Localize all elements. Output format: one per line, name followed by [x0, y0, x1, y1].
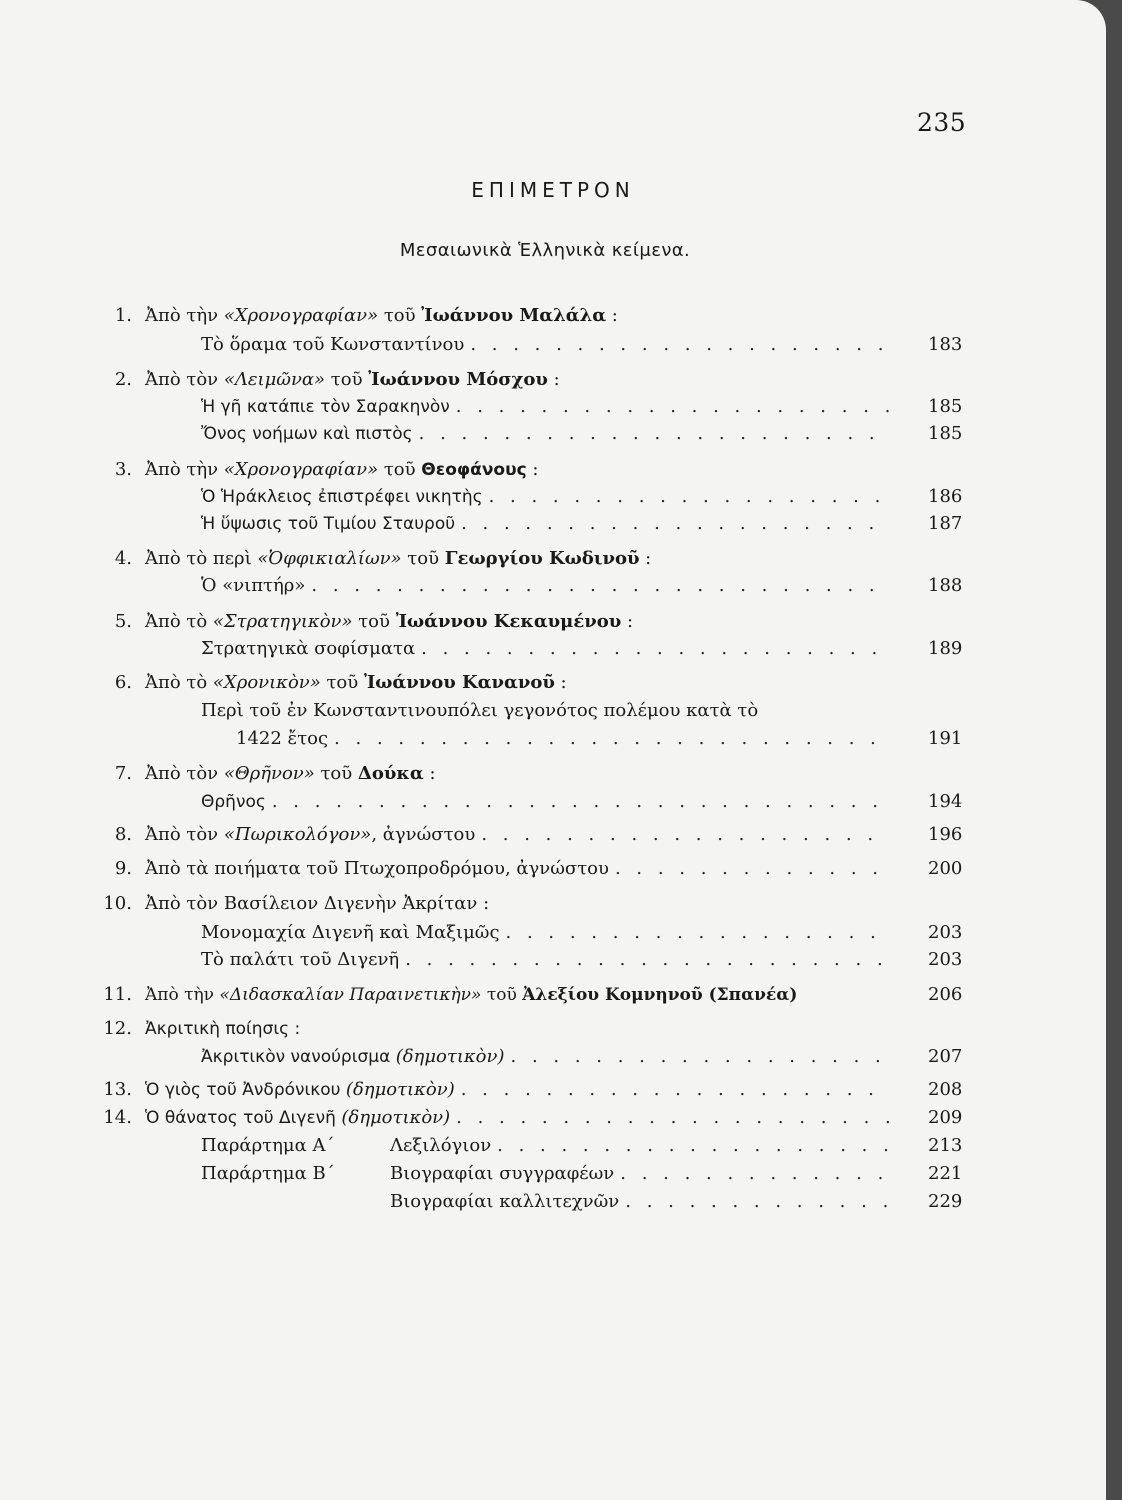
- section-connector: τοῦ: [320, 672, 364, 693]
- dot-leader: [615, 856, 890, 882]
- section-connector: τοῦ: [481, 985, 523, 1005]
- section-connector: τοῦ: [352, 611, 396, 632]
- section-connector: τοῦ: [378, 305, 422, 326]
- entry-page: 185: [928, 423, 963, 444]
- entry-page: 185: [928, 396, 963, 417]
- work-title: «Θρῆνον»: [223, 763, 315, 784]
- dot-leader: [506, 920, 890, 946]
- entry-page: 188: [928, 575, 963, 596]
- toc-entry[interactable]: [0, 421, 1106, 447]
- section-connector: τοῦ: [325, 369, 369, 390]
- section-intro: Ἀπὸ τὴν: [145, 459, 224, 480]
- section-intro: Ἀπὸ τὸν: [145, 824, 224, 845]
- entry-title: Λεξιλόγιον: [390, 1135, 492, 1156]
- toc-section-header: [0, 609, 1106, 635]
- entry-title: Στρατηγικὰ σοφίσματα: [201, 638, 416, 659]
- entry-page: 187: [928, 513, 963, 534]
- toc-section-header: [0, 891, 1106, 917]
- entry-title: Ἀπὸ τὰ ποιήματα τοῦ Πτωχοπροδρόμου, ἀγνώστου: [145, 858, 609, 879]
- work-title: «Χρονικὸν»: [212, 672, 321, 693]
- toc-section-header: [0, 670, 1106, 696]
- toc-entry[interactable]: [0, 726, 1106, 752]
- toc-entry[interactable]: [0, 789, 1106, 815]
- section-intro: Ἀπὸ τὸ περὶ: [145, 548, 258, 569]
- toc-entry[interactable]: [0, 484, 1106, 510]
- dot-leader: [625, 1189, 890, 1215]
- entry-page: 203: [928, 949, 963, 970]
- author-name: Γεωργίου Κωδινοῦ: [444, 548, 640, 569]
- section-colon: :: [554, 672, 567, 693]
- page-subtitle: Μεσαιωνικὰ Ἑλληνικὰ κείμενα.: [399, 240, 691, 261]
- dot-leader: [620, 1161, 890, 1187]
- work-title: «Χρονογραφίαν»: [223, 459, 379, 480]
- entry-page: 191: [928, 728, 963, 749]
- author-name: Ἰωάννου Κεκαυμένου: [395, 611, 622, 632]
- entry-title: Ἡ ὕψωσις τοῦ Τιμίου Σταυροῦ: [201, 514, 456, 534]
- section-number: 14.: [103, 1107, 132, 1128]
- entry-title: Βιογραφίαι συγγραφέων: [390, 1163, 615, 1184]
- section-number: 12.: [103, 1018, 132, 1039]
- section-intro: Ἀπὸ τὴν: [145, 305, 224, 326]
- section-intro: Ἀπὸ τὸν: [145, 369, 224, 390]
- section-colon: :: [606, 305, 618, 326]
- work-title: «Στρατηγικὸν»: [212, 611, 353, 632]
- dot-leader: [311, 573, 890, 599]
- author-name: Δούκα: [357, 763, 424, 784]
- work-title: «Λειμῶνα»: [223, 369, 326, 390]
- section-number: 3.: [114, 459, 132, 480]
- toc-entry[interactable]: [0, 511, 1106, 537]
- toc-section-header: [0, 367, 1106, 393]
- entry-title: Τὸ παλάτι τοῦ Διγενῆ: [201, 949, 400, 970]
- work-title: «Ὀφφικιαλίων»: [257, 548, 402, 569]
- entry-title: Ὄνος νοήμων καὶ πιστὸς: [201, 424, 413, 444]
- dot-leader: [456, 1105, 890, 1131]
- toc-entry-appendix[interactable]: [0, 1161, 1106, 1187]
- section-connector: τοῦ: [314, 763, 358, 784]
- entry-title: Μονομαχία Διγενῆ καὶ Μαξιμῶς: [201, 922, 500, 943]
- toc-section-header: [0, 1016, 1106, 1042]
- entry-page: 229: [928, 1191, 963, 1212]
- entry-title: Ἡ γῆ κατάπιε τὸν Σαρακηνὸν: [201, 397, 450, 417]
- dot-leader: [421, 636, 890, 662]
- entry-title: Ἀκριτικὸν νανούρισμα: [201, 1047, 396, 1067]
- section-intro: Ἀκριτικὴ ποίησις :: [145, 1019, 301, 1039]
- author-name: Ἀλεξίου Κομνηνοῦ (Σπανέα): [522, 985, 798, 1005]
- entry-note: (δημοτικὸν): [345, 1079, 455, 1100]
- entry-title-line: Περὶ τοῦ ἐν Κωνσταντινουπόλει γεγονότος πολέμου κατὰ τὸ: [201, 700, 759, 721]
- toc-entry[interactable]: [0, 822, 1106, 848]
- section-number: 8.: [114, 824, 132, 845]
- dot-leader: [456, 394, 890, 420]
- toc-entry[interactable]: [0, 1189, 1106, 1215]
- entry-note: (δημοτικὸν): [395, 1046, 505, 1067]
- entry-page: 208: [928, 1079, 963, 1100]
- section-colon: :: [639, 548, 652, 569]
- toc-entry[interactable]: [0, 947, 1106, 973]
- toc-entry[interactable]: [0, 636, 1106, 662]
- toc-section-header: [0, 546, 1106, 572]
- entry-page: 221: [928, 1163, 963, 1184]
- entry-title: 1422 ἔτος: [236, 728, 329, 749]
- section-number: 5.: [114, 611, 132, 632]
- work-title: «Διδασκαλίαν Παραινετικὴν»: [219, 985, 482, 1005]
- author-name: Ἰωάννου Κανανοῦ: [363, 672, 555, 693]
- toc-entry[interactable]: [0, 920, 1106, 946]
- author-name: Θεοφάνους: [421, 460, 527, 480]
- dot-leader: [405, 947, 890, 973]
- entry-page: 183: [928, 334, 963, 355]
- section-number: 11.: [103, 984, 132, 1005]
- section-connector: τοῦ: [378, 459, 422, 480]
- section-number: 2.: [114, 369, 132, 390]
- dot-leader: [461, 511, 890, 537]
- entry-page: 196: [928, 824, 963, 845]
- author-name: Ἰωάννου Μόσχου: [368, 369, 548, 390]
- dot-leader: [272, 789, 890, 815]
- work-title: «Χρονογραφίαν»: [223, 305, 379, 326]
- entry-page: 209: [928, 1107, 963, 1128]
- toc-entry[interactable]: [0, 982, 1106, 1008]
- entry-title: Θρῆνος: [201, 792, 266, 812]
- entry-title: Βιογραφίαι καλλιτεχνῶν: [390, 1191, 620, 1212]
- section-intro: Ἀπὸ τὸ: [145, 672, 213, 693]
- entry-page: 186: [928, 486, 963, 507]
- entry-title: Τὸ ὅραμα τοῦ Κωνσταντίνου: [201, 334, 465, 355]
- entry-page: 207: [928, 1046, 963, 1067]
- entry-title: Ὁ Ἡράκλειος ἐπιστρέφει νικητὴς: [201, 487, 483, 507]
- toc-entry[interactable]: [0, 332, 1106, 358]
- dot-leader: [470, 332, 890, 358]
- dot-leader: [461, 1077, 890, 1103]
- toc-entry[interactable]: [0, 856, 1106, 882]
- section-connector: τοῦ: [401, 548, 445, 569]
- section-number: 9.: [114, 858, 132, 879]
- entry-note: (δημοτικὸν): [341, 1107, 451, 1128]
- entry-page: 206: [928, 984, 963, 1005]
- entry-page: 203: [928, 922, 963, 943]
- section-colon: :: [547, 369, 560, 390]
- toc-entry[interactable]: [0, 1105, 1106, 1131]
- dot-leader: [497, 1133, 890, 1159]
- toc-section-header: [0, 457, 1106, 483]
- section-colon: :: [526, 459, 539, 480]
- toc-entry-appendix[interactable]: [0, 1133, 1106, 1159]
- section-rest: , ἀγνώστου: [371, 824, 476, 845]
- dot-leader: [489, 484, 890, 510]
- toc-entry[interactable]: [0, 394, 1106, 420]
- entry-page: 194: [928, 791, 963, 812]
- entry-page: 213: [928, 1135, 963, 1156]
- entry-title: Ὁ θάνατος τοῦ Διγενῆ: [145, 1108, 342, 1128]
- section-intro: Ἀπὸ τὴν: [145, 985, 220, 1005]
- page-title: ΕΠΙΜΕΤΡΟΝ: [471, 178, 635, 202]
- entry-page: 189: [928, 638, 963, 659]
- appendix-label: Παράρτημα Α΄: [201, 1135, 335, 1156]
- toc-entry[interactable]: [0, 1044, 1106, 1070]
- section-number: 4.: [114, 548, 132, 569]
- entry-title: Ὁ γιὸς τοῦ Ἀνδρόνικου: [145, 1080, 346, 1100]
- entry-title: Ὁ «νιπτήρ»: [201, 575, 306, 596]
- dot-leader: [481, 822, 890, 848]
- entry-page: 200: [928, 858, 963, 879]
- section-intro: Ἀπὸ τὸν: [145, 763, 224, 784]
- page-number: 235: [917, 108, 967, 137]
- toc-entry[interactable]: [0, 573, 1106, 599]
- section-number: 6.: [114, 672, 132, 693]
- author-name: Ἰωάννου Μαλάλα: [421, 305, 607, 326]
- toc-section-header: [0, 761, 1106, 787]
- dot-leader: [419, 421, 890, 447]
- toc-entry[interactable]: [0, 1077, 1106, 1103]
- section-number: 7.: [114, 763, 132, 784]
- work-title: «Πωρικολόγον»: [223, 824, 372, 845]
- appendix-label: Παράρτημα Β΄: [201, 1163, 335, 1184]
- dot-leader: [334, 726, 890, 752]
- section-colon: :: [423, 763, 436, 784]
- toc-section-header: [0, 303, 1106, 329]
- section-intro: Ἀπὸ τὸν Βασίλειον Διγενὴν Ἀκρίταν :: [145, 893, 490, 914]
- section-number: 13.: [103, 1079, 132, 1100]
- section-number: 10.: [103, 893, 132, 914]
- dot-leader: [511, 1044, 891, 1070]
- toc-entry-long-line: [201, 698, 901, 724]
- section-intro: Ἀπὸ τὸ: [145, 611, 213, 632]
- section-number: 1.: [114, 305, 132, 326]
- section-colon: :: [621, 611, 634, 632]
